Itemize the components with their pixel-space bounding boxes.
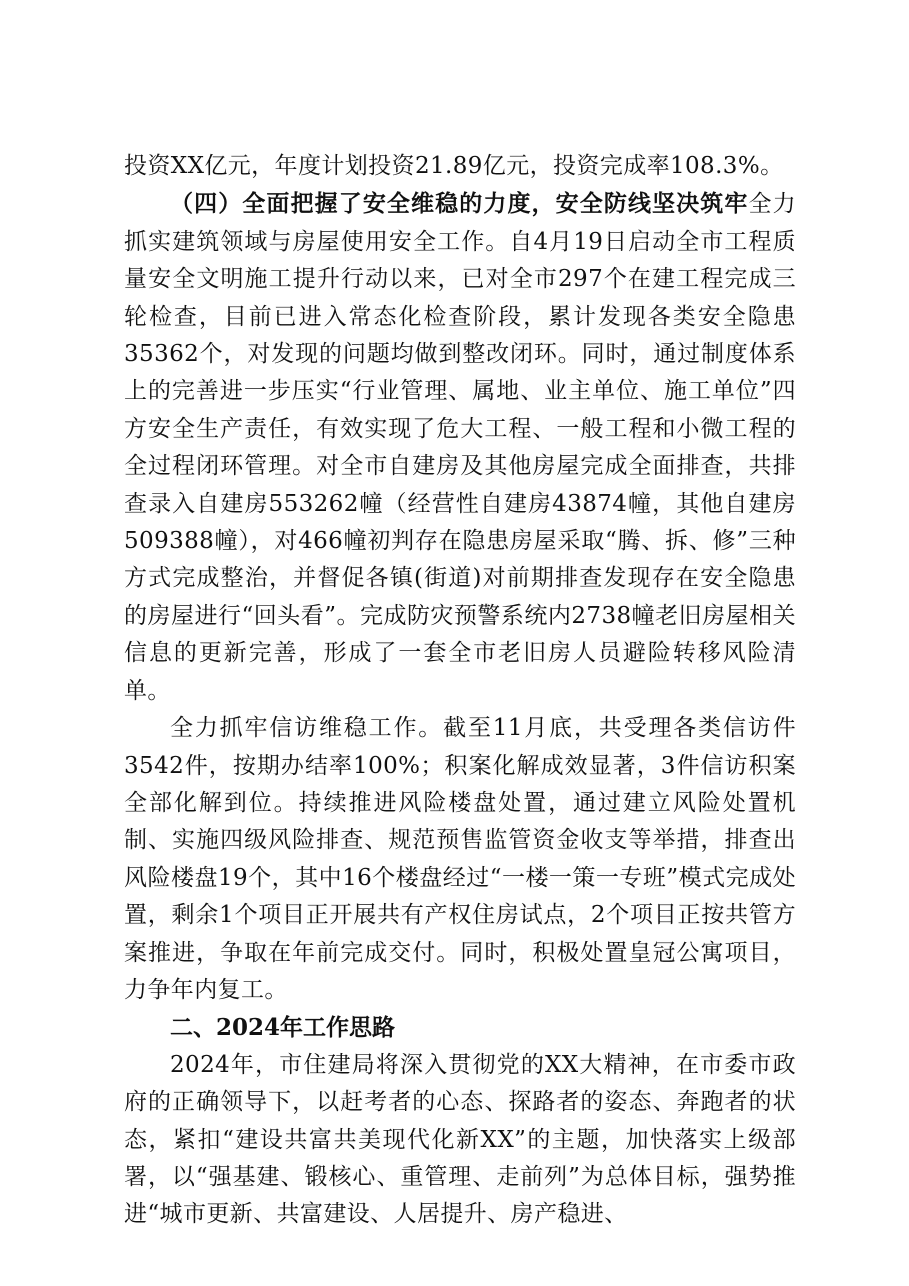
- paragraph-2024-plan: 2024年，市住建局将深入贯彻党的XX大精神，在市委市政府的正确领导下，以赶考者的心态、探路者的姿态、奔跑者的状态，紧扣“建设共富共美现代化新XX”的主题，加快落实上级部署，以“强基建、锻核心、重管理、走前列”为总体目标，强势推进“城市更新、共富建设、人居提升、房产稳进、: [124, 1051, 796, 1228]
- paragraph-safety-heading: （四）全面把握了安全维稳的力度，安全防线坚决筑牢: [170, 190, 749, 218]
- paragraph-investment-summary: 投资XX亿元，年度计划投资21.89亿元，投资完成率108.3%。: [124, 153, 784, 179]
- paragraph-safety-body: 全力抓实建筑领域与房屋使用安全工作。自4月19日启动全市工程质量安全文明施工提升行动以来，已对全市297个在建工程完成三轮检查，目前已进入常态化检查阶段，累计发现各类安全隐患35362个，对发现的问题均做到整改闭环。同时，通过制度体系上的完善进一步压实“行业管理、属地、业主单位、施工单位”四方安全生产责任，有效实现了危大工程、一般工程和小微工程的全过程闭环管理。对全市自建房及其他房屋完成全面排查，共排查录入自建房553262幢（经营性自建房43874幢，其他自建房509388幢），对466幢初判存在隐患房屋采取“腾、拆、修”三种方式完成整治，并督促各镇(街道)对前期排查发现存在安全隐患的房屋进行“回头看”。完成防灾预警系统内2738幢老旧房屋相关信息的更新完善，形成了一套全市老旧房人员避险转移风险清单。: [124, 191, 796, 704]
- paragraph-petition-stability: 全力抓牢信访维稳工作。截至11月底，共受理各类信访件3542件，按期办结率100%；积案化解成效显著，3件信访积案全部化解到位。持续推进风险楼盘处置，通过建立风险处置机制、实施四级风险排查、规范预售监管资金收支等举措，排查出风险楼盘19个，其中16个楼盘经过“一楼一策一专班”模式完成处置，剩余1个项目正开展共有产权住房试点，2个项目正按共管方案推进，争取在年前完成交付。同时，积极处置皇冠公寓项目，力争年内复工。: [124, 715, 796, 1003]
- section-heading-2024-plan: 二、2024年工作思路: [170, 1014, 396, 1042]
- paragraph-safety-section: [124, 185, 796, 710]
- document-page: [124, 148, 796, 1234]
